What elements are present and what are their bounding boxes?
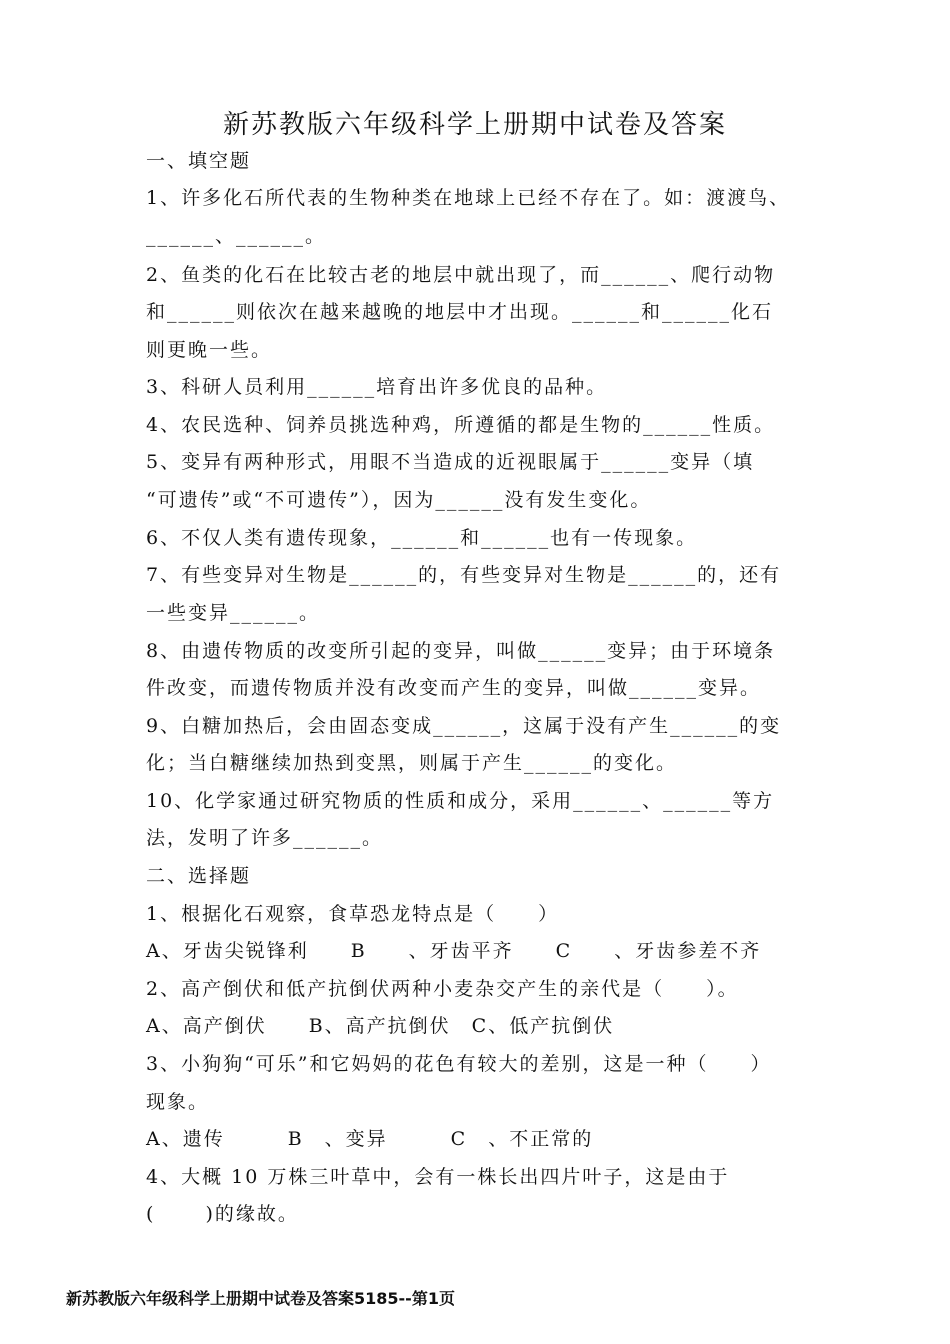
- question-line: 4、大概 10 万株三叶草中，会有一株长出四片叶子，这是由于: [146, 1166, 730, 1188]
- question-line: 一些变异______。: [146, 602, 321, 624]
- choice-options: A、遗传 B 、变异 C 、不正常的: [146, 1128, 594, 1150]
- question-line: 10、化学家通过研究物质的性质和成分，采用______、______等方: [146, 790, 775, 812]
- question-line: 1、根据化石观察，食草恐龙特点是（ ）: [146, 903, 560, 925]
- choice-options: A、牙齿尖锐锋利 B 、牙齿平齐 C 、牙齿参差不齐: [146, 940, 762, 962]
- question-line: 3、小狗狗“可乐”和它妈妈的花色有较大的差别，这是一种（ ）: [146, 1053, 772, 1075]
- question-line: 5、变异有两种形式，用眼不当造成的近视眼属于______变异（填: [146, 451, 755, 473]
- question-line: 3、科研人员利用______培育出许多优良的品种。: [146, 376, 608, 398]
- question-line: 2、鱼类的化石在比较古老的地层中就出现了，而______、爬行动物: [146, 264, 776, 286]
- question-line: 件改变，而遗传物质并没有改变而产生的变异，叫做______变异。: [146, 677, 762, 699]
- question-line: 9、白糖加热后，会由固态变成______，这属于没有产生______的变: [146, 715, 782, 737]
- question-line: 2、高产倒伏和低产抗倒伏两种小麦杂交产生的亲代是（ ）。: [146, 978, 739, 1000]
- section-heading-fill-in: 一、填空题: [146, 150, 252, 172]
- question-line: “可遗传”或“不可遗传”），因为______没有发生变化。: [146, 489, 652, 511]
- page-footer: 新苏教版六年级科学上册期中试卷及答案5185--第1页: [66, 1289, 455, 1308]
- question-line: 现象。: [146, 1091, 210, 1113]
- question-line: 和______则依次在越来越晚的地层中才出现。______和______化石: [146, 301, 774, 323]
- question-line: 7、有些变异对生物是______的，有些变异对生物是______的，还有: [146, 564, 782, 586]
- question-line: ( )的缘故。: [146, 1203, 299, 1225]
- question-line: 1、许多化石所代表的生物种类在地球上已经不存在了。如：渡渡鸟、: [146, 187, 791, 209]
- question-line: 8、由遗传物质的改变所引起的变异，叫做______变异；由于环境条: [146, 640, 776, 662]
- question-line: 4、农民选种、饲养员挑选种鸡，所遵循的都是生物的______性质。: [146, 414, 776, 436]
- choice-options: A、高产倒伏 B、高产抗倒伏 C、低产抗倒伏: [146, 1015, 615, 1037]
- question-line: 6、不仅人类有遗传现象，______和______也有一传现象。: [146, 527, 698, 549]
- document-title: 新苏教版六年级科学上册期中试卷及答案: [222, 110, 727, 140]
- question-line: 则更晚一些。: [146, 339, 273, 361]
- question-line: 法，发明了许多______。: [146, 827, 384, 849]
- question-line: ______、______。: [146, 225, 327, 247]
- section-heading-multiple-choice: 二、选择题: [146, 865, 252, 887]
- question-line: 化；当白糖继续加热到变黑，则属于产生______的变化。: [146, 752, 678, 774]
